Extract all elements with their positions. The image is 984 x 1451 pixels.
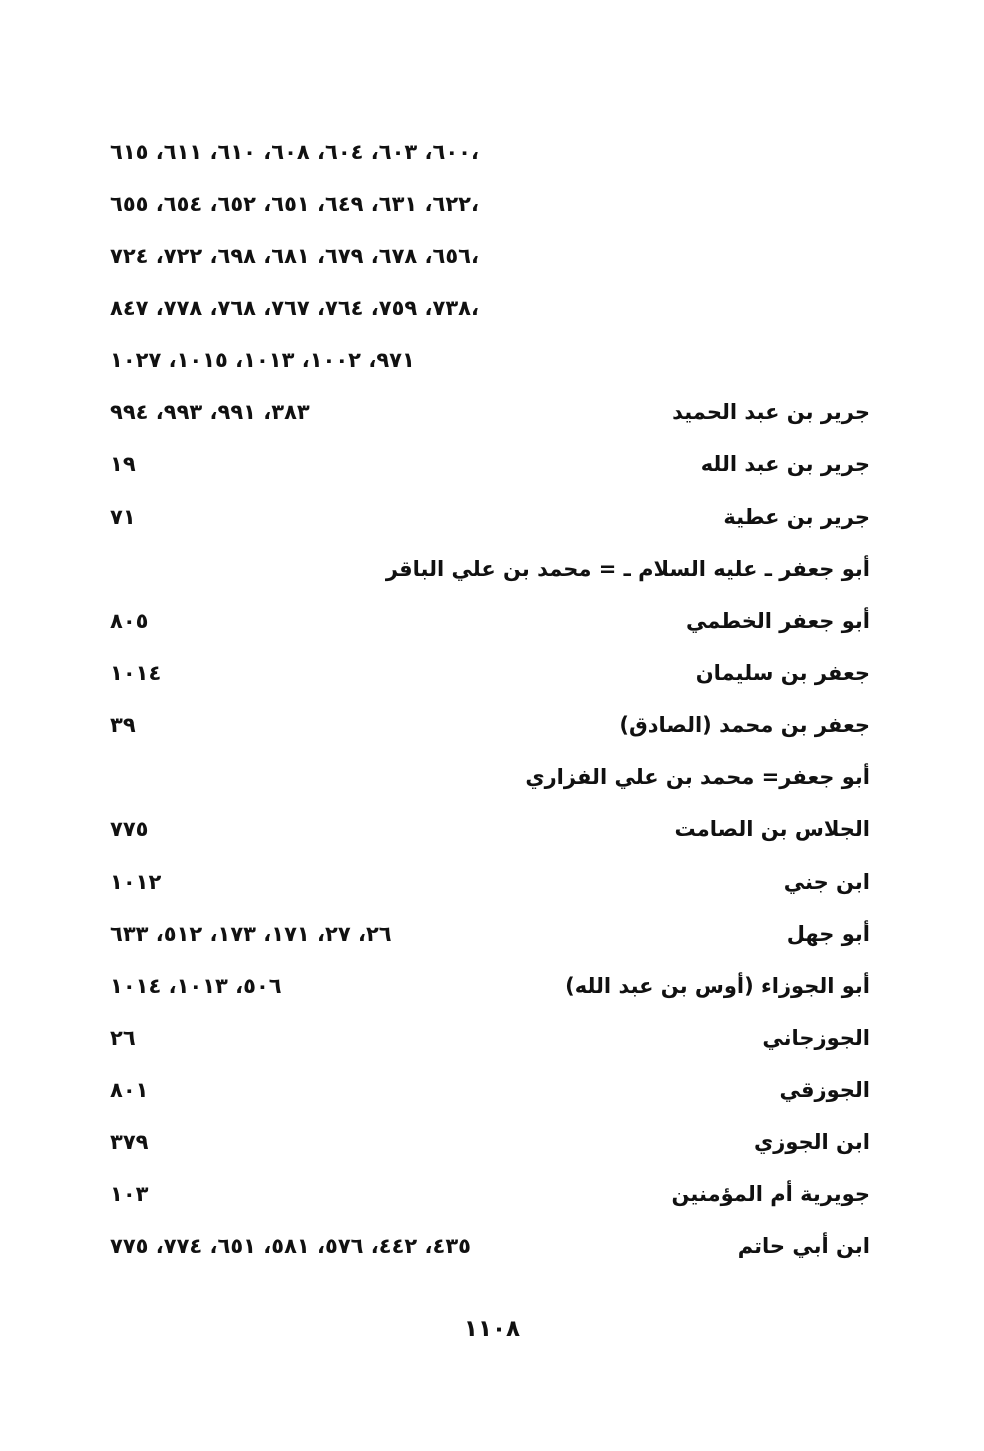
entry-name: ابن جني	[783, 870, 870, 894]
entry-pages: ٣٨٣، ٩٩١، ٩٩٣، ٩٩٤	[110, 400, 310, 424]
entry-pages: ٣٩	[110, 713, 136, 737]
index-entry	[110, 444, 870, 484]
entry-name: الجوزجاني	[762, 1026, 870, 1050]
index-entry	[110, 1174, 870, 1214]
page-references: ٦٢٢، ٦٣١، ٦٤٩، ٦٥١، ٦٥٢، ٦٥٤، ٦٥٥،	[110, 192, 479, 216]
entry-pages: ١٠١٢	[110, 870, 162, 894]
entry-pages: ٨٠١	[110, 1078, 149, 1102]
index-entry	[110, 862, 870, 902]
continuation-line	[110, 288, 870, 328]
entry-name: الجلاس بن الصامت	[674, 817, 870, 841]
entry-pages: ٢٦، ٢٧، ١٧١، ١٧٣، ٥١٢، ٦٣٣	[110, 922, 392, 946]
entry-name: أبو جعفر= محمد بن علي الفزاري	[525, 765, 870, 789]
page-references: ٩٧١، ١٠٠٢، ١٠١٣، ١٠١٥، ١٠٢٧	[110, 348, 415, 372]
index-entry	[110, 809, 870, 849]
entry-name: جعفر بن محمد (الصادق)	[619, 713, 870, 737]
index-entry	[110, 653, 870, 693]
entry-name: ابن الجوزي	[753, 1130, 870, 1154]
entry-pages: ١٠٣	[110, 1182, 149, 1206]
index-entry	[110, 966, 870, 1006]
entry-name: أبو جعفر ـ عليه السلام ـ = محمد بن علي الباقر	[385, 557, 870, 581]
page-references: ٦٠٠، ٦٠٣، ٦٠٤، ٦٠٨، ٦١٠، ٦١١، ٦١٥،	[110, 140, 479, 164]
index-entry	[110, 914, 870, 954]
index-entry	[110, 1018, 870, 1058]
index-entry	[110, 497, 870, 537]
page-references: ٧٣٨، ٧٥٩، ٧٦٤، ٧٦٧، ٧٦٨، ٧٧٨، ٨٤٧،	[110, 296, 479, 320]
entry-pages: ١٠١٤	[110, 661, 162, 685]
continuation-line	[110, 132, 870, 172]
page-number: ١١٠٨	[463, 1316, 521, 1342]
entry-pages: ٥٠٦، ١٠١٣، ١٠١٤	[110, 974, 282, 998]
entry-name: أبو جهل	[786, 922, 870, 946]
entry-name: أبو جعفر الخطمي	[685, 609, 870, 633]
entry-name: الجوزقي	[779, 1078, 870, 1102]
entry-pages: ٨٠٥	[110, 609, 149, 633]
entry-name: ابن أبي حاتم	[737, 1234, 870, 1258]
entry-pages: ١٩	[110, 452, 136, 476]
entry-pages: ٤٣٥، ٤٤٢، ٥٧٦، ٥٨١، ٦٥١، ٧٧٤، ٧٧٥	[110, 1234, 471, 1258]
entry-name: جويرية أم المؤمنين	[671, 1182, 870, 1206]
continuation-line	[110, 340, 870, 380]
entry-name: جرير بن عطية	[723, 505, 870, 529]
index-entry	[110, 1070, 870, 1110]
entry-pages: ٣٧٩	[110, 1130, 149, 1154]
page-references: ٦٥٦، ٦٧٨، ٦٧٩، ٦٨١، ٦٩٨، ٧٢٢، ٧٢٤،	[110, 244, 479, 268]
entry-pages: ٧١	[110, 505, 136, 529]
index-entry	[110, 601, 870, 641]
index-entry	[110, 757, 870, 797]
index-entry	[110, 705, 870, 745]
entry-name: جرير بن عبد الحميد	[672, 400, 870, 424]
entry-pages: ٢٦	[110, 1026, 136, 1050]
index-entry	[110, 549, 870, 589]
entry-name: جرير بن عبد الله	[700, 452, 870, 476]
continuation-line	[110, 184, 870, 224]
entry-name: أبو الجوزاء (أوس بن عبد الله)	[565, 974, 870, 998]
entry-name: جعفر بن سليمان	[695, 661, 870, 685]
index-entry	[110, 1226, 870, 1266]
entry-pages: ٧٧٥	[110, 817, 149, 841]
index-entry	[110, 392, 870, 432]
index-entry	[110, 1122, 870, 1162]
continuation-line	[110, 236, 870, 276]
